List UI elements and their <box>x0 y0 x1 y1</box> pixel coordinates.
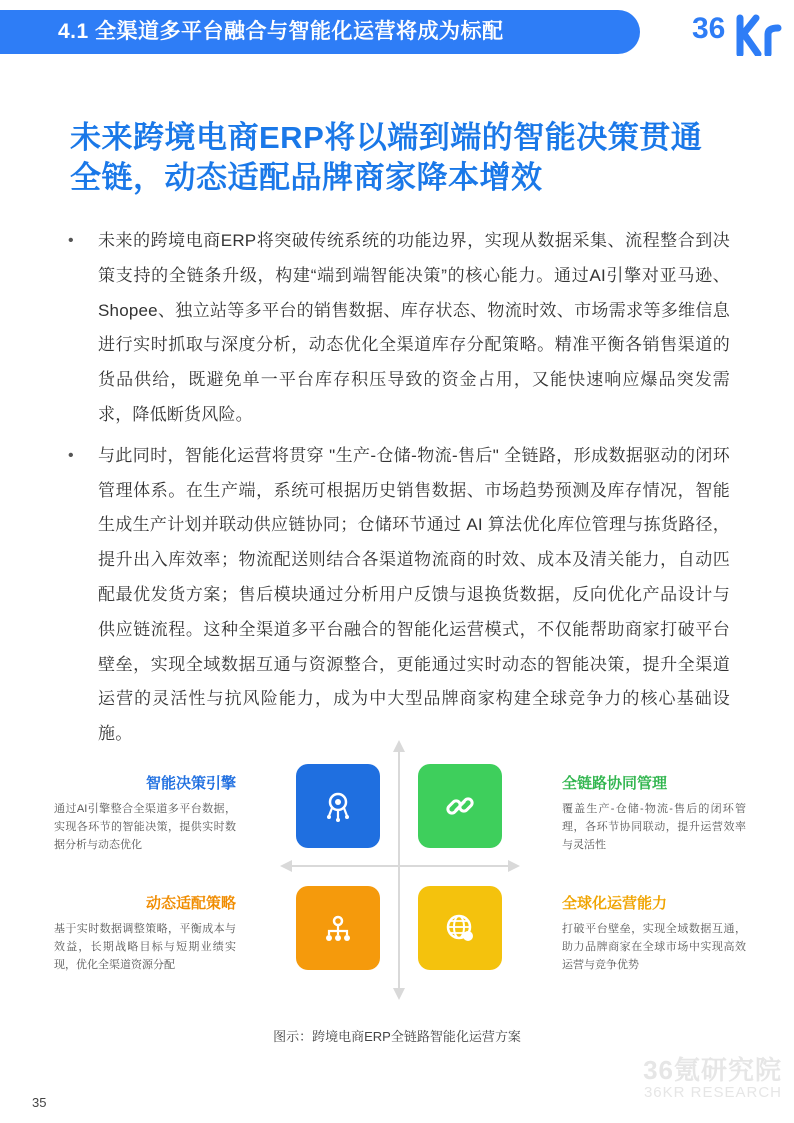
section-title: 4.1 全渠道多平台融合与智能化运营将成为标配 <box>58 20 504 43</box>
chain-link-icon <box>443 789 477 823</box>
quadrant-title: 全链路协同管理 <box>562 775 668 792</box>
bullet-marker: • <box>68 446 74 464</box>
arrow-right-icon <box>508 860 520 872</box>
bullet-list <box>64 224 730 758</box>
vertical-axis <box>398 750 400 994</box>
quadrant-diagram <box>0 738 794 1008</box>
network-nodes-icon <box>321 911 355 945</box>
quadrant-description: 基于实时数据调整策略，平衡成本与效益，长期战略目标与短期业绩实现，优化全渠道资源分配 <box>54 923 236 971</box>
figure-caption: 图示：跨境电商ERP全链路智能化运营方案 <box>273 1029 521 1044</box>
brand-logo <box>688 4 794 56</box>
quadrant-description: 通过AI引擎整合全渠道多平台数据，实现各环节的智能决策，提供实时数据分析与动态优化 <box>54 803 236 851</box>
svg-text:36: 36 <box>692 12 726 45</box>
quadrant-title: 智能决策引擎 <box>145 775 236 792</box>
main-title <box>70 118 750 198</box>
watermark-cn: 36氪研究院 <box>643 1055 782 1085</box>
main-title-line-1: 未来跨境电商ERP将以端到端的智能决策贯通 <box>70 120 703 155</box>
page-number: 35 <box>32 1095 47 1110</box>
main-title-line-2: 全链，动态适配品牌商家降本增效 <box>70 160 543 195</box>
tile-smart-decision <box>296 764 380 848</box>
bullet-item <box>64 439 730 752</box>
quadrant-title: 动态适配策略 <box>145 895 236 912</box>
bullet-paragraph: 与此同时，智能化运营将贯穿 "生产-仓储-物流-售后" 全链路，形成数据驱动的闭环管理体系。在生产端，系统可根据历史销售数据、市场趋势预测及库存情况，智能生成生产计划并联动供应链协同；仓储环节通过 AI 算法优化库位管理与拣货路径，提升出入库效率；物流配送则结合各渠道物流商的时效、成本及清关能力，自动匹配最优发货方案；售后模块通过分析用户反馈与退换货数据，反向优化产品设计与供应链流程。这种全渠道多平台融合的智能化运营模式，不仅能帮助商家打破平台壁垒，实现全域数据互通与资源整合，更能通过实时动态的智能决策，提升全渠道运营的灵活性与抗风险能力，成为中大型品牌商家构建全球竞争力的核心基础设施。 <box>98 445 730 744</box>
horizontal-axis <box>290 865 512 867</box>
bullet-marker: • <box>68 232 74 249</box>
bullet-paragraph: 未来的跨境电商ERP将突破传统系统的功能边界，实现从数据采集、流程整合到决策支持的全链条升级，构建“端到端智能决策”的核心能力。通过AI引擎对亚马逊、Shopee、独立站等多平台的销售数据、库存状态、物流时效、市场需求等多维信息进行实时抓取与深度分析，动态优化全渠道库存分配策略。精准平衡各销售渠道的货品供给，既避免单一平台库存积压导致的资金占用，又能快速响应爆品突发需求，降低断货风险。 <box>98 231 730 424</box>
ai-brain-icon <box>321 789 355 823</box>
arrow-down-icon <box>393 988 405 1000</box>
watermark-en: 36KR RESEARCH <box>643 1084 782 1101</box>
arrow-left-icon <box>280 860 292 872</box>
watermark <box>632 1056 782 1102</box>
quadrant-description: 覆盖生产-仓储-物流-售后的闭环管理，各环节协同联动，提升运营效率与灵活性 <box>562 803 746 851</box>
tile-global-ops <box>418 886 502 970</box>
globe-icon <box>443 911 477 945</box>
tile-full-chain <box>418 764 502 848</box>
quadrant-description: 打破平台壁垒，实现全域数据互通，助力品牌商家在全球市场中实现高效运营与竞争优势 <box>562 923 746 971</box>
quadrant-title: 全球化运营能力 <box>562 895 668 912</box>
section-header-bar <box>0 10 640 54</box>
bullet-item <box>64 224 730 433</box>
arrow-up-icon <box>393 740 405 752</box>
tile-dynamic-strategy <box>296 886 380 970</box>
